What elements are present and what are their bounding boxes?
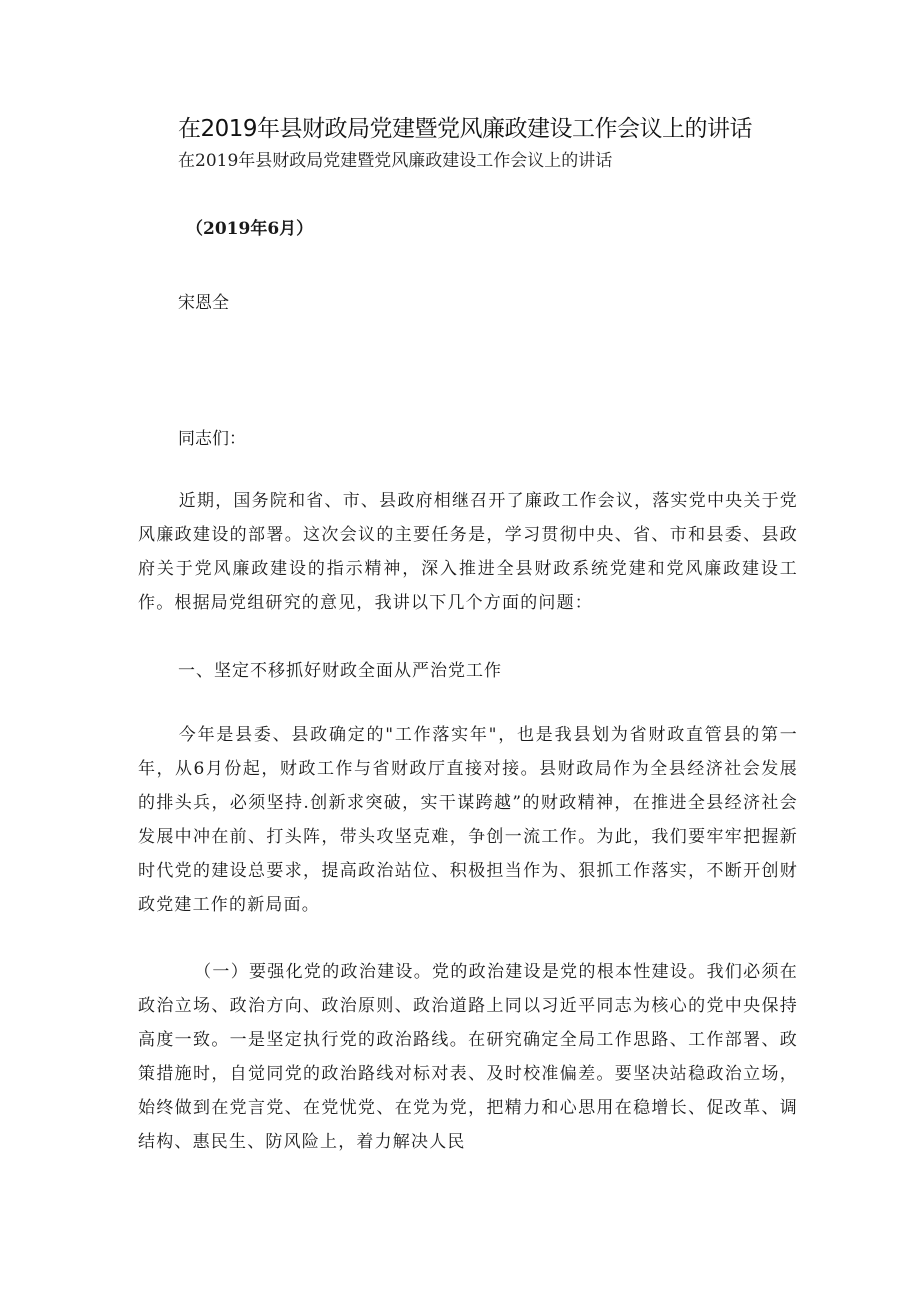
body-paragraph-intro: 近期，国务院和省、市、县政府相继召开了廉政工作会议，落实党中央关于党风廉政建设的部署。这次会议的主要任务是，学习贯彻中央、省、市和县委、县政府关于党风廉政建设的指示精神，深入推进全县财政系统党建和党风廉政建设工作。根据局党组研究的意见，我讲以下几个方面的问题： xyxy=(138,491,798,613)
body-paragraph-subsection-1: （一）要强化党的政治建设。党的政治建设是党的根本性建设。我们必须在政治立场、政治方向、政治原则、政治道路上同以习近平同志为核心的党中央保持高度一致。一是坚定执行党的政治路线。在研究确定全局工作思路、工作部署、政策措施时，自觉同党的政治路线对标对表、及时校准偏差。要坚决站稳政治立场，始终做到在党言党、在党忧党、在党为党，把精力和心思用在稳增长、促改革、调结构、惠民生、防风险上，着力解决人民 xyxy=(138,962,798,1152)
document-title: 在2019年县财政局党建暨党风廉政建设工作会议上的讲话 xyxy=(178,116,753,142)
speech-date: （2019年6月） xyxy=(186,219,314,239)
section-heading-1: 一、坚定不移抓好财政全面从严治党工作 xyxy=(178,661,502,681)
document-subtitle: 在2019年县财政局党建暨党风廉政建设工作会议上的讲话 xyxy=(178,151,613,171)
body-paragraph-section-1: 今年是县委、县政确定的"工作落实年"，也是我县划为省财政直管县的第一年，从6月份起，财政工作与省财政厅直接对接。县财政局作为全县经济社会发展的排头兵，必须坚持.创新求突破，实干谋跨越”的财政精神，在推进全县经济社会发展中冲在前、打头阵，带头攻坚克难，争创一流工作。为此，我们要牢牢把握新时代党的建设总要求，提高政治站位、积极担当作为、狠抓工作落实，不断开创财政党建工作的新局面。 xyxy=(138,725,798,915)
speaker-name: 宋恩全 xyxy=(178,293,229,313)
salutation: 同志们： xyxy=(178,429,246,449)
